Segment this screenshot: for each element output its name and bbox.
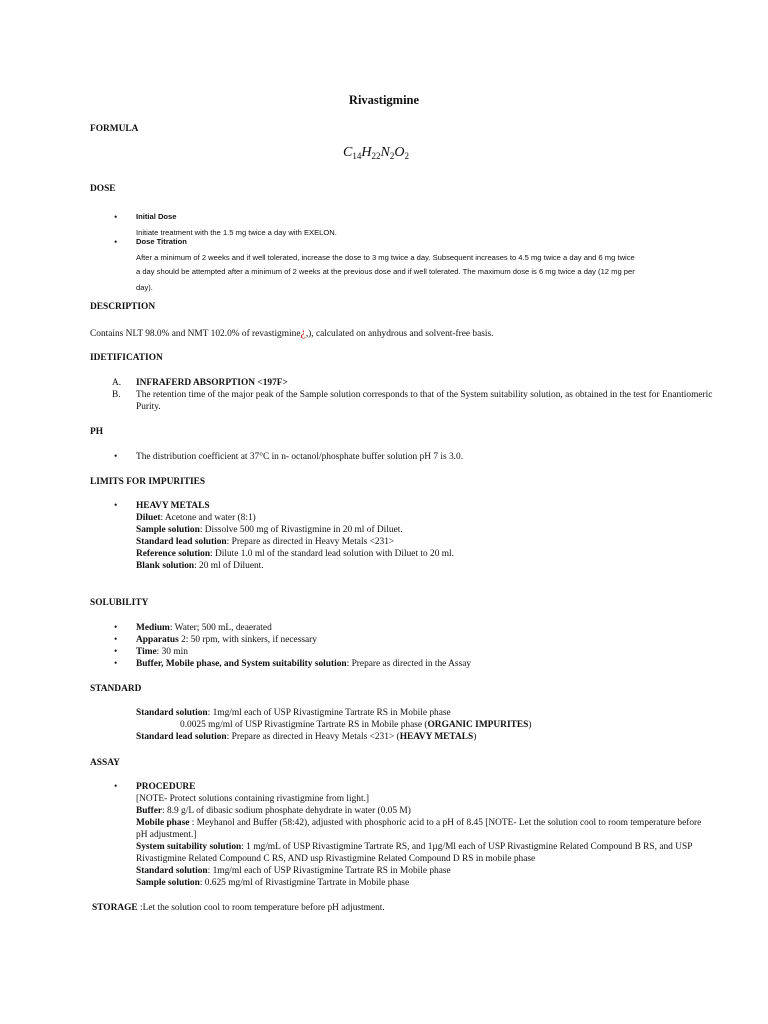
field-label: Standard solution <box>136 866 208 876</box>
description-text-end: ,), calculated on anhydrous and solvent-free basis. <box>305 329 494 339</box>
apparatus-line <box>136 634 317 646</box>
field-label: ORGANIC IMPURITES <box>427 720 529 730</box>
field-value: : Acetone and water (8:1) <box>160 513 256 523</box>
bullet-marker: • <box>114 501 118 511</box>
field-value: : Dilute 1.0 ml of the standard lead solution with Diluet to 20 ml. <box>210 549 455 559</box>
initial-dose-text: Initiate treatment with the 1.5 mg twice a day with EXELON. <box>136 228 337 237</box>
procedure-note: [NOTE- Protect solutions containing rivastigmine from light.] <box>136 794 370 804</box>
dose-titration-label: Dose Titration <box>136 237 187 246</box>
standard-lead-line <box>136 536 394 548</box>
formula-heading: FORMULA <box>90 124 139 134</box>
formula-subscript: 14 <box>352 151 362 161</box>
standard-solution-line <box>136 865 451 877</box>
field-value: : Prepare as directed in the Assay <box>346 659 472 669</box>
field-value: : 30 min <box>156 647 188 657</box>
storage-label: STORAGE <box>92 903 138 913</box>
description-text-start: Contains NLT 98.0% and NMT 102.0% of revastigmine <box>90 329 301 339</box>
system-suitability-line <box>136 841 692 853</box>
field-label: HEAVY METALS <box>399 732 474 742</box>
bullet-marker: • <box>114 452 118 462</box>
formula-subscript: 22 <box>371 151 381 161</box>
bullet-marker: • <box>114 635 118 645</box>
formula-element: C <box>343 145 353 160</box>
bullet-marker: • <box>114 659 118 669</box>
assay-heading: ASSAY <box>90 758 120 768</box>
system-suitability-line-2: Rivastigmine Related Compound C RS, AND usp Rivastigmine Related Compound D RS in mobile phase <box>136 854 536 864</box>
buffer-line <box>136 658 471 670</box>
storage-line <box>92 902 385 914</box>
document-title: Rivastigmine <box>348 93 420 107</box>
special-symbol: ¿ <box>300 325 306 339</box>
field-label: Sample solution <box>136 525 200 535</box>
solubility-heading: SOLUBILITY <box>90 598 149 608</box>
medium-line <box>136 622 272 634</box>
field-value: : 8.9 g/L of dibasic sodium phosphate dehydrate in water (0.05 M) <box>162 806 411 816</box>
field-label: Reference solution <box>136 549 211 559</box>
field-label: Time <box>136 647 157 657</box>
dose-titration-line: a day should be attempted after a minimum of 2 weeks at the previous dose and if well tolerated. The maximum dose is 6 mg twice a day (12 mg per <box>136 267 635 276</box>
field-label: Diluet <box>136 513 161 523</box>
formula-element: O <box>394 145 405 160</box>
bullet-marker: • <box>114 647 118 657</box>
sample-solution-line <box>136 524 403 536</box>
field-value: 0.0025 mg/ml of USP Rivastigmine Tartrate RS in Mobile phase ( <box>180 720 428 730</box>
field-label: Sample solution <box>136 878 200 888</box>
field-label: Standard lead solution <box>136 537 227 547</box>
dose-titration-line: day). <box>136 283 153 292</box>
organic-impurities-line <box>180 719 531 731</box>
field-value: : 0.625 mg/ml of Rivastigmine Tartrate in Mobile phase <box>199 878 410 888</box>
field-value: : 1mg/ml each of USP Rivastigmine Tartrate RS in Mobile phase <box>207 866 451 876</box>
description-heading: DESCRIPTION <box>90 302 156 312</box>
field-label: Mobile phase <box>136 818 190 828</box>
bullet-marker: • <box>114 782 118 792</box>
list-marker-b: B. <box>112 390 121 400</box>
ph-text: The distribution coefficient at 37°C in n- octanol/phosphate buffer solution pH 7 is 3.0. <box>136 452 464 462</box>
dose-titration-line: After a minimum of 2 weeks and if well tolerated, increase the dose to 3 mg twice a day. Subsequent increases to 4.5 mg twice a day and 6 mg twice <box>136 253 635 262</box>
list-marker-a: A. <box>112 378 122 388</box>
field-value: : 1 mg/mL of USP Rivastigmine Tartrate RS, and 1µg/Ml each of USP Rivastigmine Related Compound B RS, and USP <box>241 842 693 852</box>
formula-subscript: 2 <box>389 151 395 161</box>
sample-solution-line <box>136 877 409 889</box>
heavy-metals-label: HEAVY METALS <box>136 501 210 511</box>
closing-paren: ) <box>473 732 477 742</box>
diluent-line <box>136 512 256 524</box>
bullet-marker: • <box>114 213 118 223</box>
identification-b-line: The retention time of the major peak of the Sample solution corresponds to that of the System suitability solution, as obtained in the test for Enantiomeric <box>136 390 713 400</box>
time-line <box>136 646 188 658</box>
field-label: Standard lead solution <box>136 732 227 742</box>
mobile-phase-line <box>136 817 701 829</box>
field-label: Buffer <box>136 806 163 816</box>
standard-lead-line <box>136 731 476 743</box>
ph-heading: PH <box>90 427 104 437</box>
field-label: Blank solution <box>136 561 195 571</box>
initial-dose-label: Initial Dose <box>136 212 177 221</box>
impurities-heading: LIMITS FOR IMPURITIES <box>90 477 206 487</box>
field-label: Standard solution <box>136 708 208 718</box>
identification-b-line: Purity. <box>136 402 161 412</box>
buffer-line <box>136 805 411 817</box>
field-value: 2: 50 rpm, with sinkers, if necessary <box>178 635 317 645</box>
procedure-label: PROCEDURE <box>136 782 196 792</box>
field-value: : Meyhanol and Buffer (58:42), adjusted with phosphoric acid to a pH of 8.45 [NOTE- Let the solution cool to room temperature before <box>189 818 702 828</box>
chemical-formula <box>343 147 409 162</box>
field-label: Apparatus <box>136 635 179 645</box>
formula-element: N <box>380 145 390 160</box>
standard-heading: STANDARD <box>90 684 142 694</box>
field-value: : Prepare as directed in Heavy Metals <231> ( <box>226 732 400 742</box>
identification-a: INFRAFERD ABSORPTION <197F> <box>136 378 288 388</box>
dose-heading: DOSE <box>90 184 116 194</box>
mobile-phase-line-2: pH adjustment.] <box>136 830 197 840</box>
identification-heading: IDETIFICATION <box>90 353 163 363</box>
storage-text: :Let the solution cool to room temperature before pH adjustment. <box>137 903 385 913</box>
field-label: Medium <box>136 623 170 633</box>
bullet-marker: • <box>114 623 118 633</box>
description-text <box>90 326 494 340</box>
formula-subscript: 2 <box>404 151 409 161</box>
bullet-marker: • <box>114 238 118 248</box>
field-value: : 1mg/ml each of USP Rivastigmine Tartrate RS in Mobile phase <box>207 708 451 718</box>
field-value: : Prepare as directed in Heavy Metals <231> <box>226 537 395 547</box>
closing-paren: ) <box>528 720 532 730</box>
standard-solution-line <box>136 707 451 719</box>
reference-solution-line <box>136 548 454 560</box>
field-label: System suitability solution <box>136 842 242 852</box>
formula-element: H <box>361 145 372 160</box>
field-value: : Water; 500 mL, deaerated <box>169 623 272 633</box>
field-label: Buffer, Mobile phase, and System suitability solution <box>136 659 347 669</box>
field-value: : Dissolve 500 mg of Rivastigmine in 20 ml of Diluet. <box>199 525 403 535</box>
blank-solution-line <box>136 560 264 572</box>
field-value: : 20 ml of Diluent. <box>194 561 264 571</box>
